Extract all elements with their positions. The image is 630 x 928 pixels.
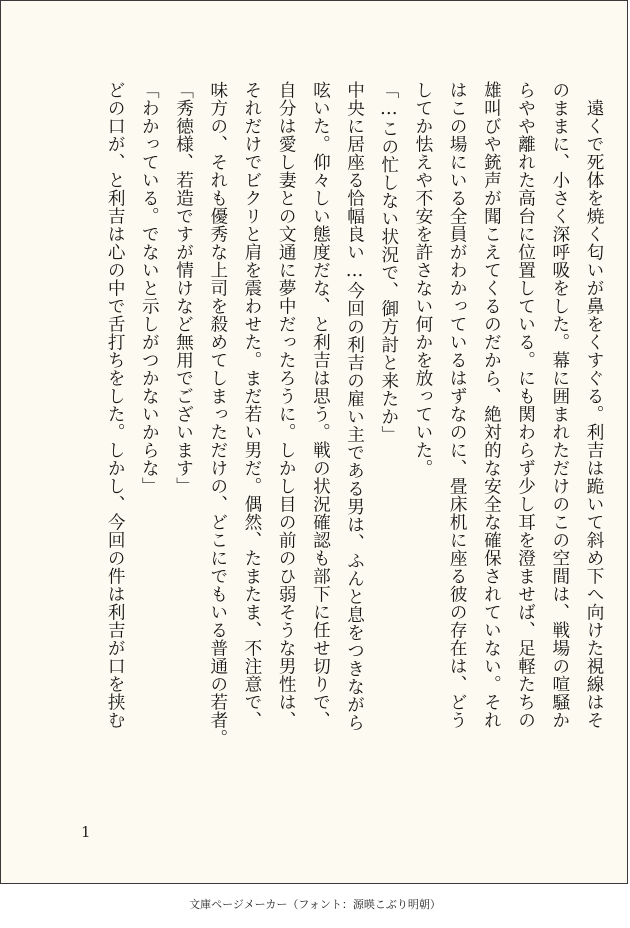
text-line: 遠くで死体を焼く匂いが鼻をくすぐる。利吉は跪いて斜め下へ向けた視線はそ <box>584 81 604 729</box>
text-line: 中央に居座る恰幅良い…今回の利吉の雇い主である男は、ふんと息をつきながら <box>344 81 365 732</box>
text-line: のままに、小さく深呼吸をした。幕に囲まれただけのこの空間は、戦場の喧騒か <box>549 81 570 729</box>
vertical-body-text <box>98 81 611 801</box>
text-line: 呟いた。仰々しい態度だな、と利吉は思う。戦の状況確認も部下に任せ切りで、 <box>310 81 331 729</box>
text-line: どの口が、と利吉は心の中で舌打ちをした。しかし、今回の件は利吉が口を挟む <box>105 81 126 729</box>
text-line: 「わかっている。でないと示しがつかないからな」 <box>139 81 160 495</box>
footer-credit: 文庫ページメーカー（フォント：源暎こぶり明朝） <box>189 898 441 911</box>
text-line: 「…この忙しない状況で、御方討と来たか」 <box>378 81 399 444</box>
page-number: 1 <box>81 823 91 841</box>
text-line: それだけでビクリと肩を震わせた。まだ若い男だ。偶然、たまたま、不注意で、 <box>241 81 262 729</box>
text-line: してか怯えや不安を許さない何かを放っていた。 <box>412 81 433 477</box>
text-line: らやや離れた高台に位置している。にも関わらず少し耳を澄ませば、足軽たちの <box>515 81 536 729</box>
text-line: 「秀徳様、若造ですが情けなど無用でございます」 <box>173 81 194 495</box>
text-line: 味方の、それも優秀な上司を殺めてしまっただけの、どこにでもいる普通の若者。 <box>207 81 228 747</box>
text-line: 雄叫びや銃声が聞こえてくるのだから、絶対的な安全な確保されていない。それ <box>481 81 502 729</box>
text-line: 自分は愛し妻との文通に夢中だったろうに。しかし目の前のひ弱そうな男性は、 <box>276 81 297 729</box>
text-line: はこの場にいる全員がわかっているはずなのに、畳床机に座る彼の存在は、どう <box>447 81 468 729</box>
